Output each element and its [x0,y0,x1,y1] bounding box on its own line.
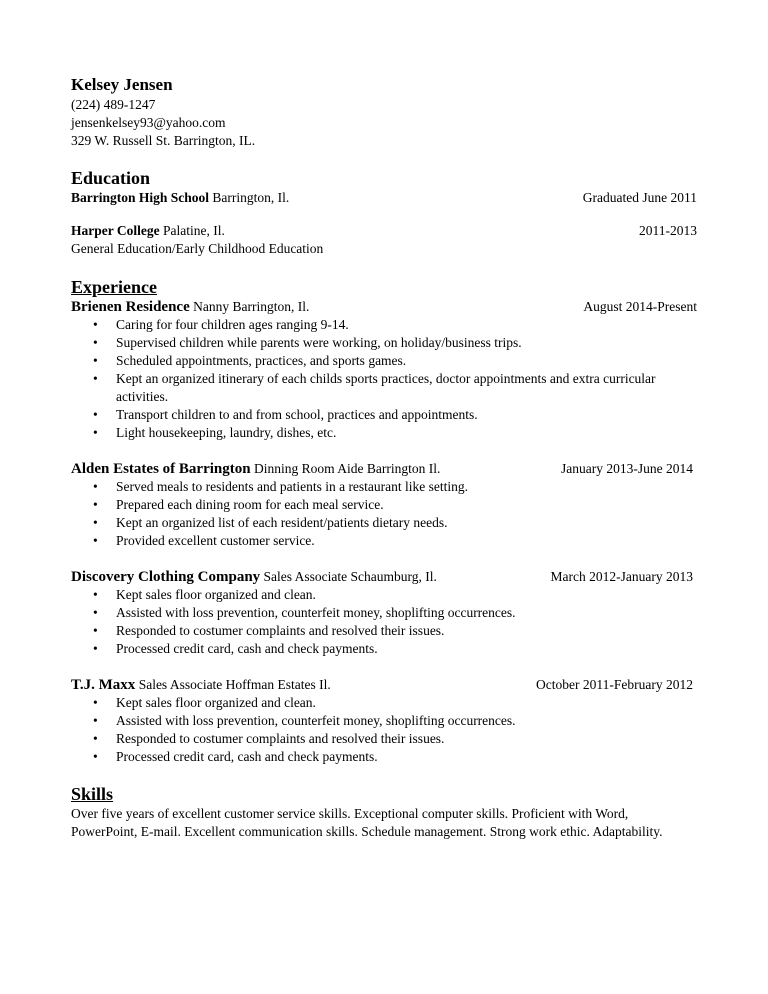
list-item: • Transport children to and from school, practices and appointments. [93,407,478,422]
candidate-name: Kelsey Jensen [71,75,173,94]
employer-name: T.J. Maxx [71,677,136,693]
job-bullets [71,478,697,550]
education-heading: Education [71,168,151,188]
bullet-icon: • [93,587,98,602]
bullet-icon: • [93,479,98,494]
job-entry [71,460,697,550]
list-item: • Kept sales floor organized and clean. [93,695,316,710]
skills-summary: Over five years of excellent customer service skills. Exceptional computer skills. Proficient with Word, PowerPoint, E-mail. Excellent communication skills. Schedule management. Strong work ethic. Adaptability. [71,806,663,839]
list-item: • Processed credit card, cash and check payments. [93,749,378,764]
bullet-icon: • [93,713,98,728]
list-item: • Supervised children while parents were working, on holiday/business trips. [93,335,522,350]
list-item: • Responded to costumer complaints and resolved their issues. [93,731,445,746]
school-date: Graduated June 2011 [582,190,697,205]
bullet-icon: • [93,515,98,530]
list-item: • Processed credit card, cash and check payments. [93,641,378,656]
list-item: • Kept an organized itinerary of each childs sports practices, doctor appointments and extra curricular activities. [93,371,656,404]
bullet-icon: • [93,497,98,512]
list-item: • Prepared each dining room for each meal service. [93,497,384,512]
bullet-icon: • [93,407,98,422]
school-location: Barrington, Il. [209,190,290,205]
list-item: • Scheduled appointments, practices, and sports games. [93,353,407,368]
job-dates: January 2013-June 2014 [561,461,693,476]
bullet-icon: • [93,749,98,764]
education-entry [71,189,697,207]
bullet-icon: • [93,353,98,368]
job-bullets [71,586,697,658]
job-role: Nanny Barrington, Il. [189,299,310,314]
job-bullets [71,694,697,766]
job-bullets [71,316,697,442]
job-role: Sales Associate Hoffman Estates Il. [135,677,331,692]
phone-number: (224) 489-1247 [71,97,156,112]
job-dates: March 2012-January 2013 [550,569,693,584]
bullet-icon: • [93,335,98,350]
job-entry [71,568,697,658]
bullet-icon: • [93,731,98,746]
school-name: Harper College [71,223,160,238]
skills-heading: Skills [71,784,114,804]
list-item: • Kept an organized list of each resident/patients dietary needs. [93,515,448,530]
job-entry [71,298,697,442]
bullet-icon: • [93,533,98,548]
bullet-icon: • [93,605,98,620]
resume-page [71,74,697,841]
list-item: • Assisted with loss prevention, counterfeit money, shoplifting occurrences. [93,605,516,620]
school-date: 2011-2013 [639,223,697,238]
street-address: 329 W. Russell St. Barrington, IL. [71,133,256,148]
school-location: Palatine, Il. [159,223,225,238]
job-dates: October 2011-February 2012 [536,677,693,692]
list-item: • Assisted with loss prevention, counterfeit money, shoplifting occurrences. [93,713,516,728]
email-address: jensenkelsey93@yahoo.com [71,115,226,130]
job-role: Sales Associate Schaumburg, Il. [260,569,437,584]
employer-name: Alden Estates of Barrington [71,461,251,477]
list-item: • Responded to costumer complaints and resolved their issues. [93,623,445,638]
experience-section [71,298,697,766]
job-entry [71,676,697,766]
list-item: • Kept sales floor organized and clean. [93,587,316,602]
job-dates: August 2014-Present [583,299,697,314]
bullet-icon: • [93,425,98,440]
education-entry [71,222,697,258]
bullet-icon: • [93,371,98,386]
job-role: Dinning Room Aide Barrington Il. [250,461,441,476]
experience-heading: Experience [71,277,157,297]
list-item: • Caring for four children ages ranging 9-14. [93,317,349,332]
bullet-icon: • [93,695,98,710]
list-item: • Served meals to residents and patients in a restaurant like setting. [93,479,469,494]
list-item: • Provided excellent customer service. [93,533,315,548]
employer-name: Brienen Residence [71,299,190,315]
list-item: • Light housekeeping, laundry, dishes, etc. [93,425,337,440]
school-detail: General Education/Early Childhood Education [71,241,324,256]
contact-block [71,74,697,150]
bullet-icon: • [93,317,98,332]
bullet-icon: • [93,641,98,656]
education-section [71,189,697,258]
employer-name: Discovery Clothing Company [71,569,261,585]
bullet-icon: • [93,623,98,638]
school-name: Barrington High School [71,190,210,205]
